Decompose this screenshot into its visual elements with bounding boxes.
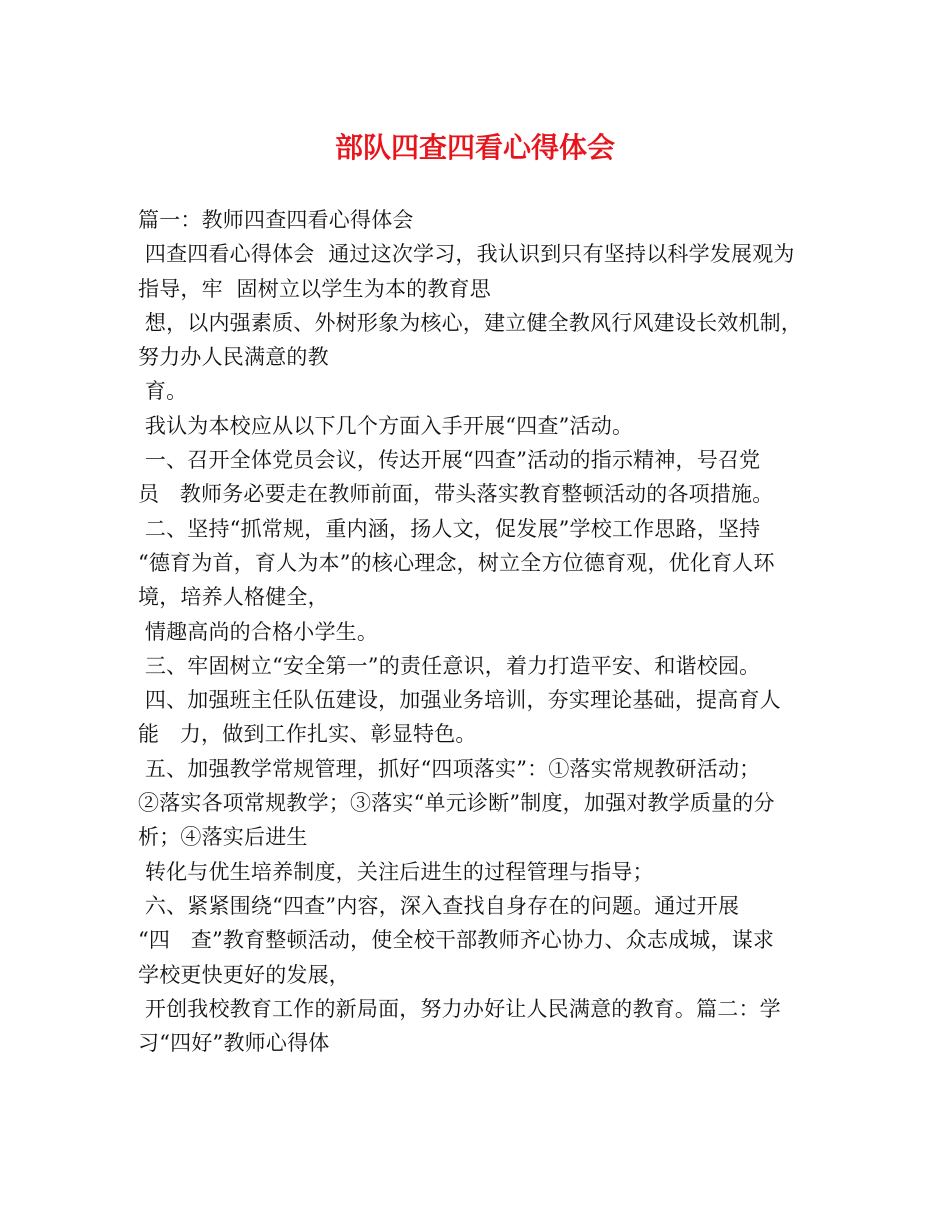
text-line: 转化与优生培养制度，关注后进生的过程管理与指导； — [138, 859, 654, 884]
text-line: 境，培养人格健全， — [138, 585, 329, 610]
text-line: 篇一：教师四查四看心得体会 — [138, 208, 414, 232]
text-line: 六、紧紧围绕“四查”内容，深入查找自身存在的问题。通过开展 — [138, 893, 740, 918]
text-line: 学校更快更好的发展， — [138, 962, 350, 987]
document-title: 部队四查四看心得体会 — [334, 131, 615, 164]
text-line: 五、加强教学常规管理，抓好“四项落实”：①落实常规教研活动； — [138, 756, 761, 781]
text-line: “德育为首，育人为本”的核心理念，树立全方位德育观，优化育人环 — [138, 550, 775, 575]
text-line: ②落实各项常规教学；③落实“单元诊断”制度，加强对教学质量的分 — [138, 791, 775, 816]
text-line: 一、召开全体党员会议，传达开展“四查”活动的指示精神，号召党 — [138, 448, 761, 473]
text-line: 四查四看心得体会 通过这次学习，我认识到只有坚持以科学发展观为 — [138, 242, 795, 267]
text-line: “四 查”教育整顿活动，使全校干部教师齐心协力、众志成城，谋求 — [138, 928, 775, 953]
text-line: 情趣高尚的合格小学生。 — [138, 619, 379, 644]
text-line: 开创我校教育工作的新局面，努力办好让人民满意的教育。篇二：学 — [138, 996, 781, 1021]
text-line: 努力办人民满意的教 — [138, 345, 329, 370]
text-line: 育。 — [138, 379, 188, 404]
text-line: 员 教师务必要走在教师前面，带头落实教育整顿活动的各项措施。 — [138, 482, 774, 507]
text-line: 能 力，做到工作扎实、彰显特色。 — [138, 722, 477, 747]
text-line: 二、坚持“抓常规，重内涵，扬人文，促发展”学校工作思路，坚持 — [138, 516, 761, 541]
text-line: 我认为本校应从以下几个方面入手开展“四查”活动。 — [138, 413, 634, 438]
text-line: 三、牢固树立“安全第一”的责任意识，着力打造平安、和谐校园。 — [138, 653, 761, 678]
text-line: 指导，牢 固树立以学生为本的教育思 — [138, 276, 491, 301]
text-line: 四、加强班主任队伍建设，加强业务培训，夯实理论基础，提高育人 — [138, 688, 781, 713]
document-body — [138, 203, 828, 1060]
text-line: 习“四好”教师心得体 — [138, 1031, 330, 1056]
text-line: 析；④落实后进生 — [138, 825, 308, 850]
text-line: 想，以内强素质、外树形象为核心，建立健全教风行风建设长效机制， — [138, 310, 803, 335]
